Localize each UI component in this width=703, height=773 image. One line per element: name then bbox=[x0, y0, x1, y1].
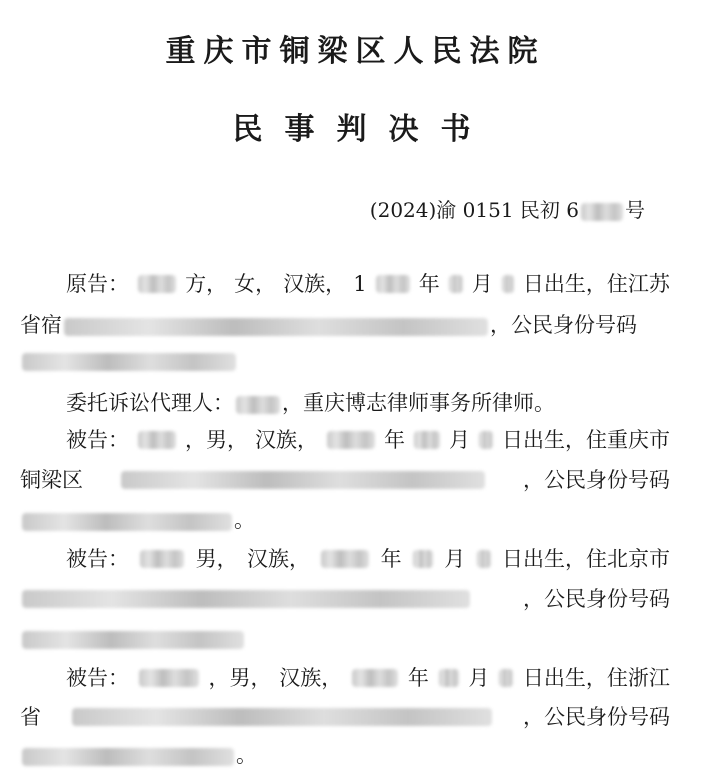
defendant-1-month-label: 月 bbox=[449, 428, 470, 452]
agent-line bbox=[66, 389, 555, 417]
plaintiff-birth-year-prefix: 1 bbox=[353, 272, 367, 296]
plaintiff-birth-suffix: 日出生，住江苏 bbox=[522, 272, 670, 296]
defendant-2-gender: 男， bbox=[195, 547, 238, 571]
redacted-birth-day bbox=[502, 275, 514, 293]
redacted-agent-name bbox=[236, 396, 280, 414]
redacted-defendant-3-name bbox=[139, 669, 199, 687]
redacted-defendant-1-id bbox=[22, 513, 232, 531]
defendant-1-gender: ，男， bbox=[185, 428, 248, 452]
defendant-2-id-label: ，公民身份号码 bbox=[523, 587, 670, 611]
plaintiff-month-label: 月 bbox=[471, 272, 493, 296]
defendant-2-line-3 bbox=[20, 624, 246, 652]
defendant-1-end: 。 bbox=[234, 508, 255, 532]
defendant-3-ethnicity: 汉族， bbox=[279, 666, 343, 690]
plaintiff-id-label: ，公民身份号码 bbox=[490, 313, 637, 337]
defendant-1-id-label: ，公民身份号码 bbox=[523, 468, 670, 492]
defendant-3-line-3 bbox=[20, 741, 257, 769]
redacted-plaintiff-name bbox=[138, 275, 176, 293]
defendant-3-line-1 bbox=[66, 664, 670, 692]
redacted-defendant-2-name bbox=[140, 550, 184, 568]
defendant-3-year-label: 年 bbox=[407, 666, 429, 690]
redacted-defendant-3-id bbox=[22, 748, 234, 766]
case-number-prefix: (2024)渝 0151 民初 6 bbox=[369, 198, 579, 222]
redacted-defendant-1-birth-day bbox=[479, 431, 493, 449]
plaintiff-address-prefix: 省宿 bbox=[20, 313, 62, 337]
redacted-defendant-3-birth-month bbox=[439, 669, 459, 687]
defendant-2-label: 被告： bbox=[66, 547, 129, 571]
redacted-birth-year bbox=[376, 275, 410, 293]
redacted-defendant-1-birth-year bbox=[327, 431, 375, 449]
redacted-defendant-3-birth-day bbox=[499, 669, 513, 687]
defendant-1-address-prefix: 铜梁区 bbox=[20, 468, 83, 492]
case-number bbox=[370, 194, 645, 223]
redacted-defendant-2-address bbox=[22, 590, 470, 608]
defendant-1-birth-suffix: 日出生，住重庆市 bbox=[502, 428, 670, 452]
defendant-2-birth-suffix: 日出生，住北京市 bbox=[501, 547, 670, 571]
defendant-1-label: 被告： bbox=[66, 428, 129, 452]
plaintiff-name-tail: 方， bbox=[185, 272, 228, 296]
defendant-2-ethnicity: 汉族， bbox=[246, 547, 310, 571]
case-number-suffix: 号 bbox=[625, 198, 645, 222]
agent-description: ，重庆博志律师事务所律师。 bbox=[282, 391, 555, 415]
redacted-defendant-1-birth-month bbox=[414, 431, 440, 449]
redacted-defendant-2-id bbox=[22, 631, 244, 649]
defendant-1-line-3 bbox=[20, 506, 255, 534]
defendant-2-month-label: 月 bbox=[444, 547, 466, 571]
plaintiff-label: 原告： bbox=[66, 272, 129, 296]
defendant-3-id-label: ，公民身份号码 bbox=[523, 705, 670, 729]
defendant-3-label: 被告： bbox=[66, 666, 129, 690]
plaintiff-year-label: 年 bbox=[418, 272, 440, 296]
agent-label: 委托诉讼代理人： bbox=[66, 391, 234, 415]
plaintiff-gender: 女， bbox=[234, 272, 277, 296]
redacted-defendant-2-birth-day bbox=[477, 550, 491, 568]
document-type-title: 民事判决书 bbox=[232, 112, 493, 147]
plaintiff-ethnicity: 汉族， bbox=[283, 272, 347, 296]
defendant-3-birth-suffix: 日出生，住浙江 bbox=[522, 666, 670, 690]
redacted-defendant-2-birth-month bbox=[413, 550, 433, 568]
defendant-1-year-label: 年 bbox=[384, 428, 405, 452]
redacted-defendant-2-birth-year bbox=[321, 550, 369, 568]
defendant-1-line-2 bbox=[20, 466, 670, 494]
defendant-3-address-prefix: 省 bbox=[20, 705, 41, 729]
redacted-defendant-3-address bbox=[72, 708, 492, 726]
redacted-plaintiff-id bbox=[22, 353, 236, 371]
redacted-defendant-1-address bbox=[121, 471, 485, 489]
defendant-3-line-2 bbox=[20, 703, 670, 731]
redacted-defendant-1-name bbox=[138, 431, 176, 449]
defendant-1-ethnicity: 汉族， bbox=[255, 428, 318, 452]
defendant-3-gender: ，男， bbox=[208, 666, 272, 690]
defendant-2-line-2 bbox=[20, 585, 670, 613]
defendant-3-month-label: 月 bbox=[468, 666, 490, 690]
court-name: 重庆市铜梁区人民法院 bbox=[165, 34, 546, 69]
plaintiff-line-1 bbox=[66, 270, 670, 298]
redacted-plaintiff-address bbox=[64, 318, 488, 336]
redacted-defendant-3-birth-year bbox=[352, 669, 398, 687]
plaintiff-line-3 bbox=[20, 346, 238, 374]
plaintiff-line-2 bbox=[20, 311, 637, 339]
redacted-birth-month bbox=[449, 275, 463, 293]
defendant-1-line-1 bbox=[66, 426, 670, 454]
defendant-2-year-label: 年 bbox=[380, 547, 402, 571]
redacted-case-digits bbox=[581, 203, 623, 221]
defendant-2-line-1 bbox=[66, 545, 670, 573]
defendant-3-end: 。 bbox=[236, 743, 257, 767]
